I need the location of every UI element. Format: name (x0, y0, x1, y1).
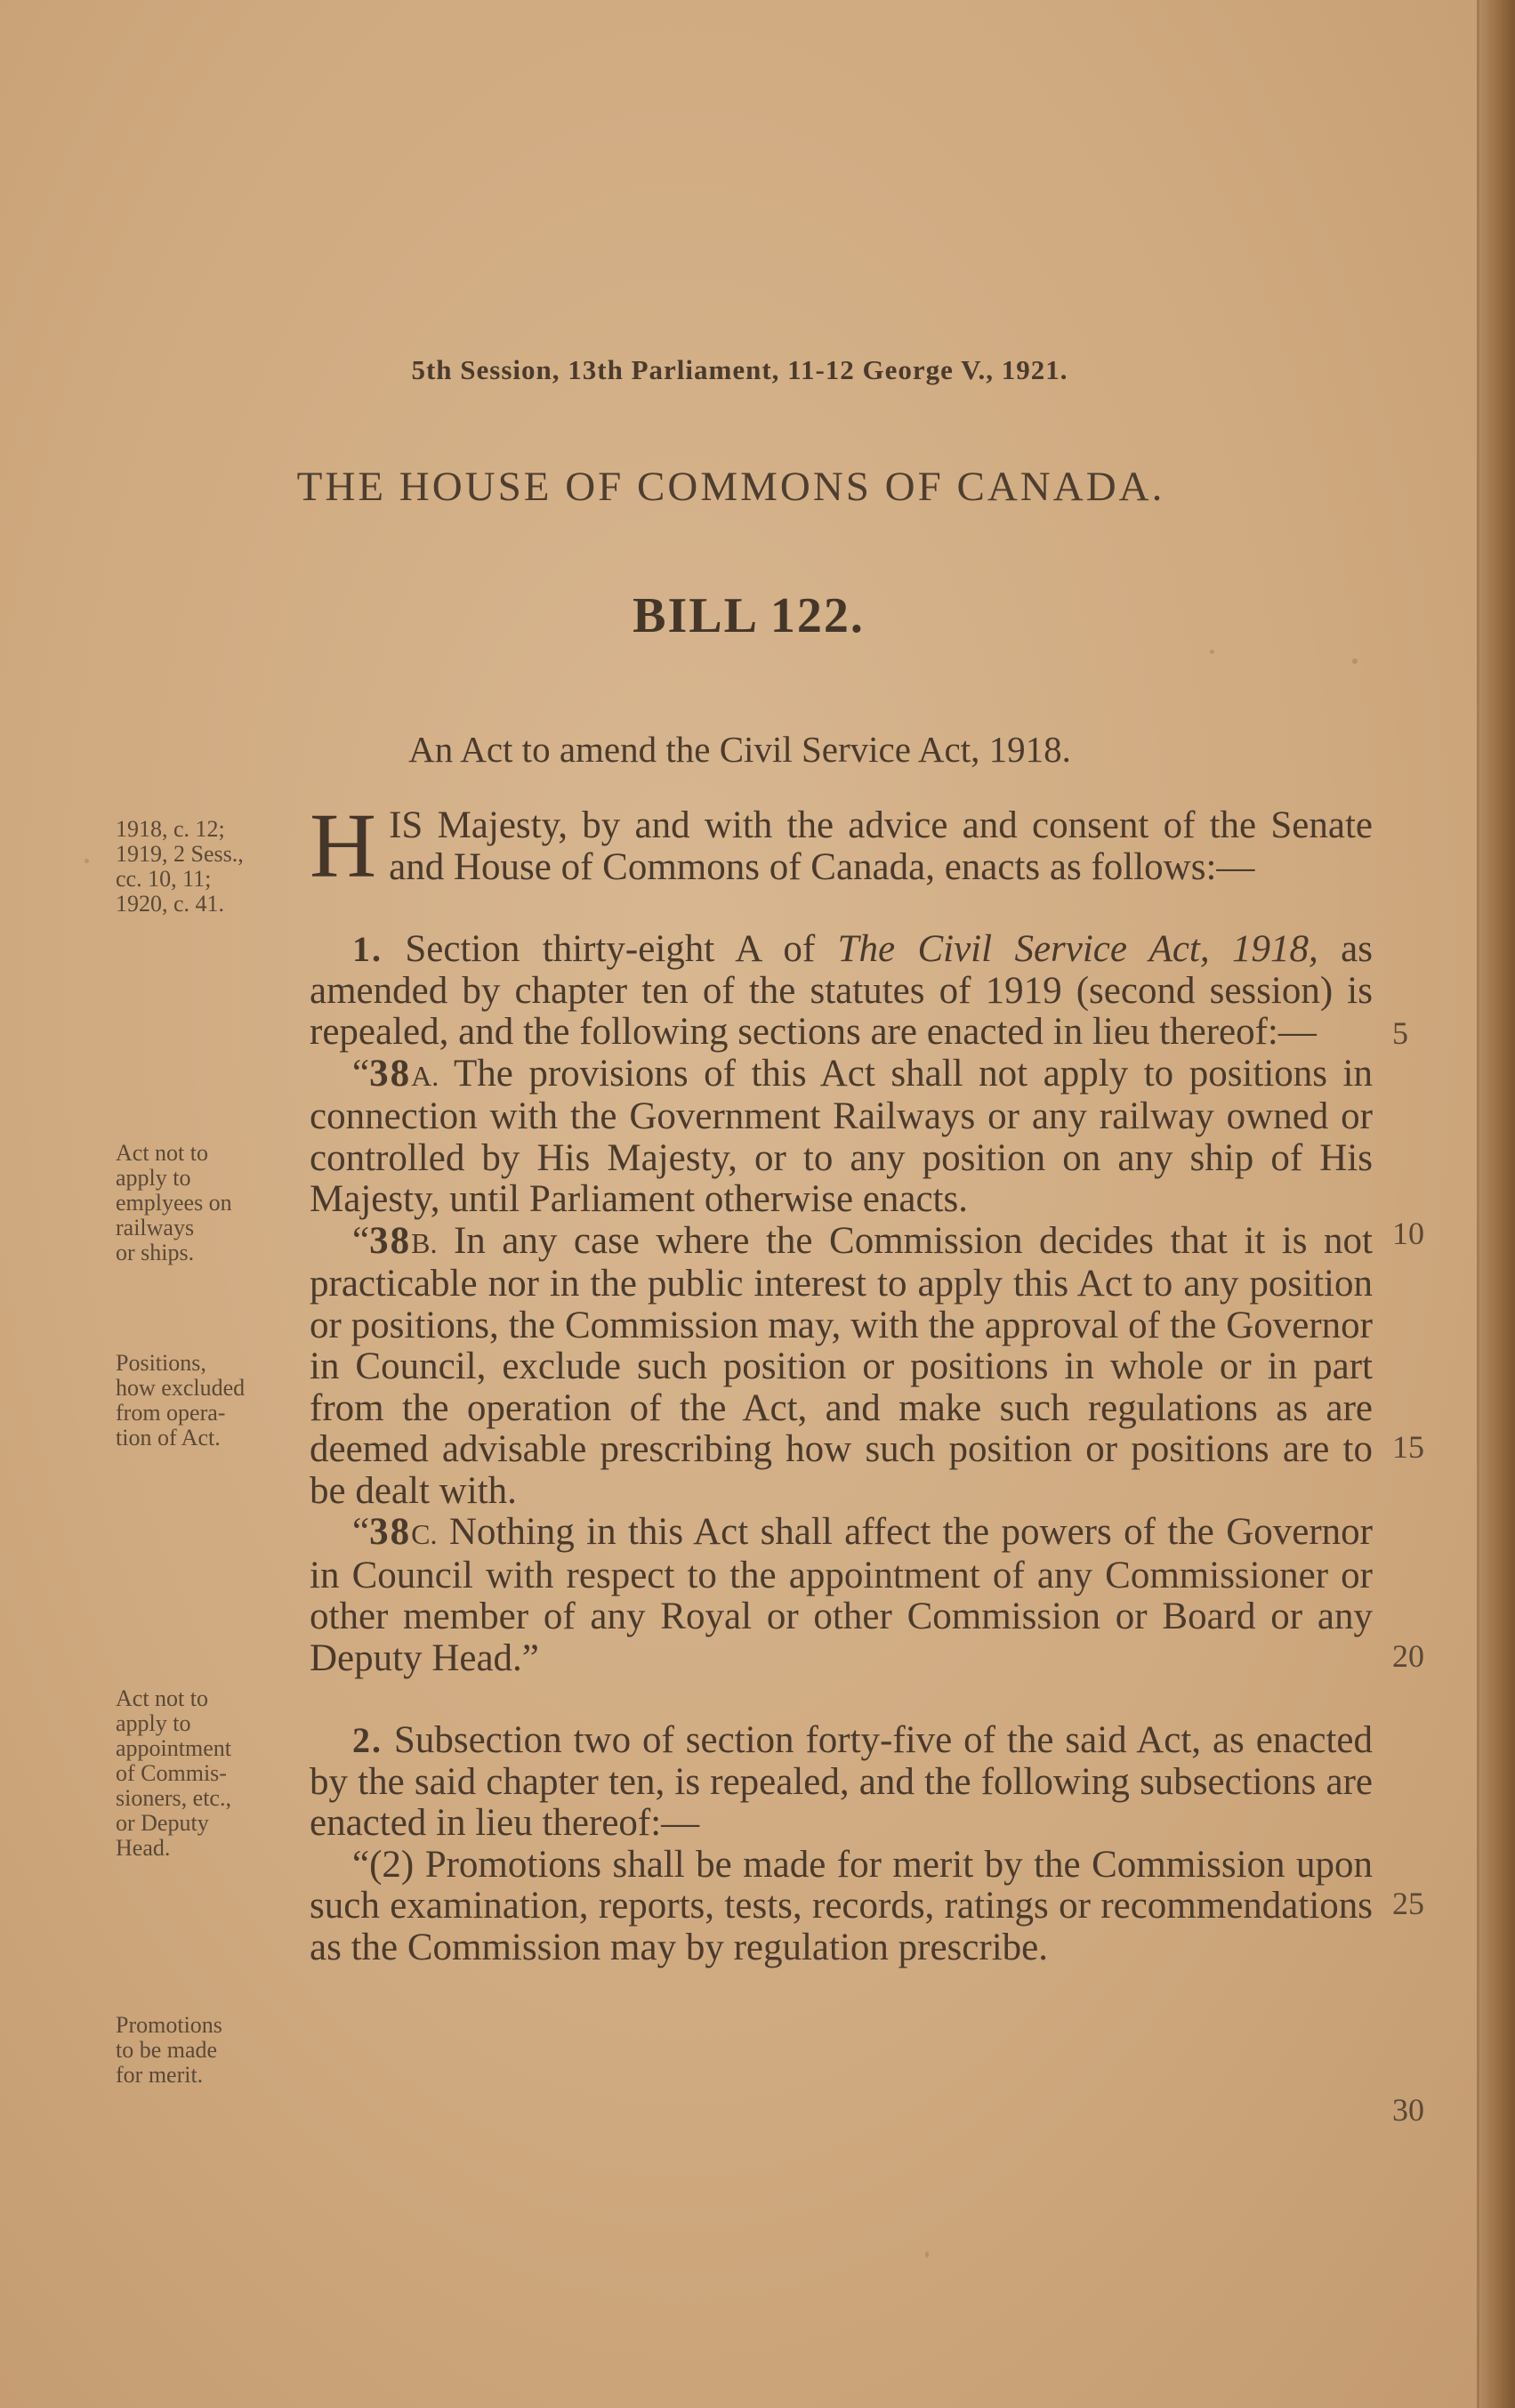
opening-quote: “ (352, 1511, 370, 1553)
section-text: In any case where the Commission decides that it is not practicable nor in the public interest to apply this Act to any position or positions, the Commission may, with the approval of the Governor in Council, exclude such position or positions in whole or in part from the operation of the Act, and make such regulations as are deemed advisable prescribing how such position or positions are to be dealt with. (310, 1219, 1373, 1512)
section-number: 38 (369, 1052, 412, 1095)
margin-note-citation (116, 817, 294, 917)
margin-line: Act not to (116, 1140, 208, 1166)
section-38c (310, 1512, 1373, 1679)
margin-line: appointment (116, 1735, 231, 1761)
line-number: 25 (1392, 1886, 1424, 1921)
section-number: 38 (369, 1219, 412, 1262)
section-text: Section thirty-eight A of (383, 928, 838, 970)
margin-line: emplyees on (116, 1190, 232, 1216)
enacting-clause (310, 795, 1373, 897)
margin-line: or Deputy (116, 1810, 209, 1836)
margin-note-promotions (116, 2013, 294, 2088)
margin-line: Head. (116, 1835, 171, 1861)
paragraph-gap (310, 888, 1373, 929)
margin-line: apply to (116, 1165, 191, 1191)
paper-speck (925, 2251, 929, 2258)
line-number: 10 (1392, 1216, 1424, 1251)
section-letter: C. (411, 1518, 438, 1550)
margin-note-38a (116, 1141, 294, 1265)
margin-note-38b (116, 1351, 294, 1450)
line-number: 15 (1392, 1429, 1424, 1465)
subsection-text: “(2) Promotions shall be made for merit by the Commission upon such examination, reports, tests, records, ratings or recommendations as the Commission may by regulation prescribe. (310, 1843, 1373, 1968)
margin-line: apply to (116, 1710, 191, 1736)
bill-number: BILL 122. (633, 588, 865, 643)
section-text: as amended by chapter ten of the statutes of 1919 (second session) is repealed, and the following sections are enacted in lieu thereof:— (310, 928, 1373, 1053)
margin-line: Act not to (116, 1685, 208, 1711)
margin-line: from opera- (116, 1400, 226, 1426)
section-text: Nothing in this Act shall affect the powers of the Governor in Council with respect to the appointment of any Commissioner or other member of any Royal or other Commission or Board or any Deputy Head.” (310, 1511, 1373, 1679)
section-number: 38 (369, 1511, 412, 1553)
paper-speck (1210, 650, 1214, 654)
line-number: 20 (1392, 1638, 1424, 1674)
subsection-2 (310, 1845, 1373, 1969)
section-text: Subsection two of section forty-five of the said Act, as enacted by the said chapter ten, is repealed, and the following subsections are enacted in lieu thereof:— (310, 1719, 1373, 1844)
section-number: 2. (352, 1720, 383, 1760)
line-number: 5 (1392, 1015, 1408, 1051)
margin-line: tion of Act. (116, 1425, 221, 1450)
enacting-text: IS Majesty, by and with the advice and consent of the Senate and House of Commons of Canada, enacts as follows:— (389, 804, 1373, 888)
line-number: 30 (1392, 2092, 1424, 2128)
margin-line: or ships. (116, 1240, 195, 1265)
section-2 (310, 1720, 1373, 1845)
margin-line: for merit. (116, 2062, 204, 2088)
margin-line: to be made (116, 2037, 218, 2063)
section-1 (310, 929, 1373, 1054)
opening-quote: “ (352, 1052, 370, 1095)
bill-body (310, 795, 1373, 1968)
margin-line: railways (116, 1215, 195, 1240)
section-letter: A. (411, 1059, 439, 1092)
act-name: The Civil Service Act, 1918, (837, 928, 1318, 970)
act-title: An Act to amend the Civil Service Act, 1918. (408, 729, 1071, 770)
section-38a (310, 1054, 1373, 1221)
margin-line: sioners, etc., (116, 1785, 231, 1811)
paragraph-gap (310, 1679, 1373, 1720)
section-38b (310, 1221, 1373, 1513)
margin-line: of Commis- (116, 1760, 227, 1786)
margin-line: 1918, c. 12; (116, 816, 225, 842)
session-line: 5th Session, 13th Parliament, 11-12 George V., 1921. (411, 354, 1068, 385)
margin-line: Promotions (116, 2012, 222, 2038)
section-number: 1. (352, 929, 383, 969)
opening-quote: “ (352, 1219, 370, 1262)
paper-speck (85, 859, 89, 863)
paper-speck (1352, 659, 1358, 664)
margin-line: 1920, c. 41. (116, 891, 225, 917)
margin-line: cc. 10, 11; (116, 866, 212, 892)
margin-note-38c (116, 1686, 294, 1861)
section-text: The provisions of this Act shall not apply to positions in connection with the Government Railways or any railway owned or controlled by His Majesty, or to any position on any ship of His Majesty, until Parliament otherwise enacts. (310, 1052, 1373, 1220)
house-heading: THE HOUSE OF COMMONS OF CANADA. (296, 464, 1165, 510)
margin-line: how excluded (116, 1375, 246, 1401)
margin-line: Positions, (116, 1350, 206, 1376)
drop-cap: H (310, 795, 377, 897)
margin-line: 1919, 2 Sess., (116, 841, 244, 867)
section-letter: B. (411, 1226, 438, 1259)
